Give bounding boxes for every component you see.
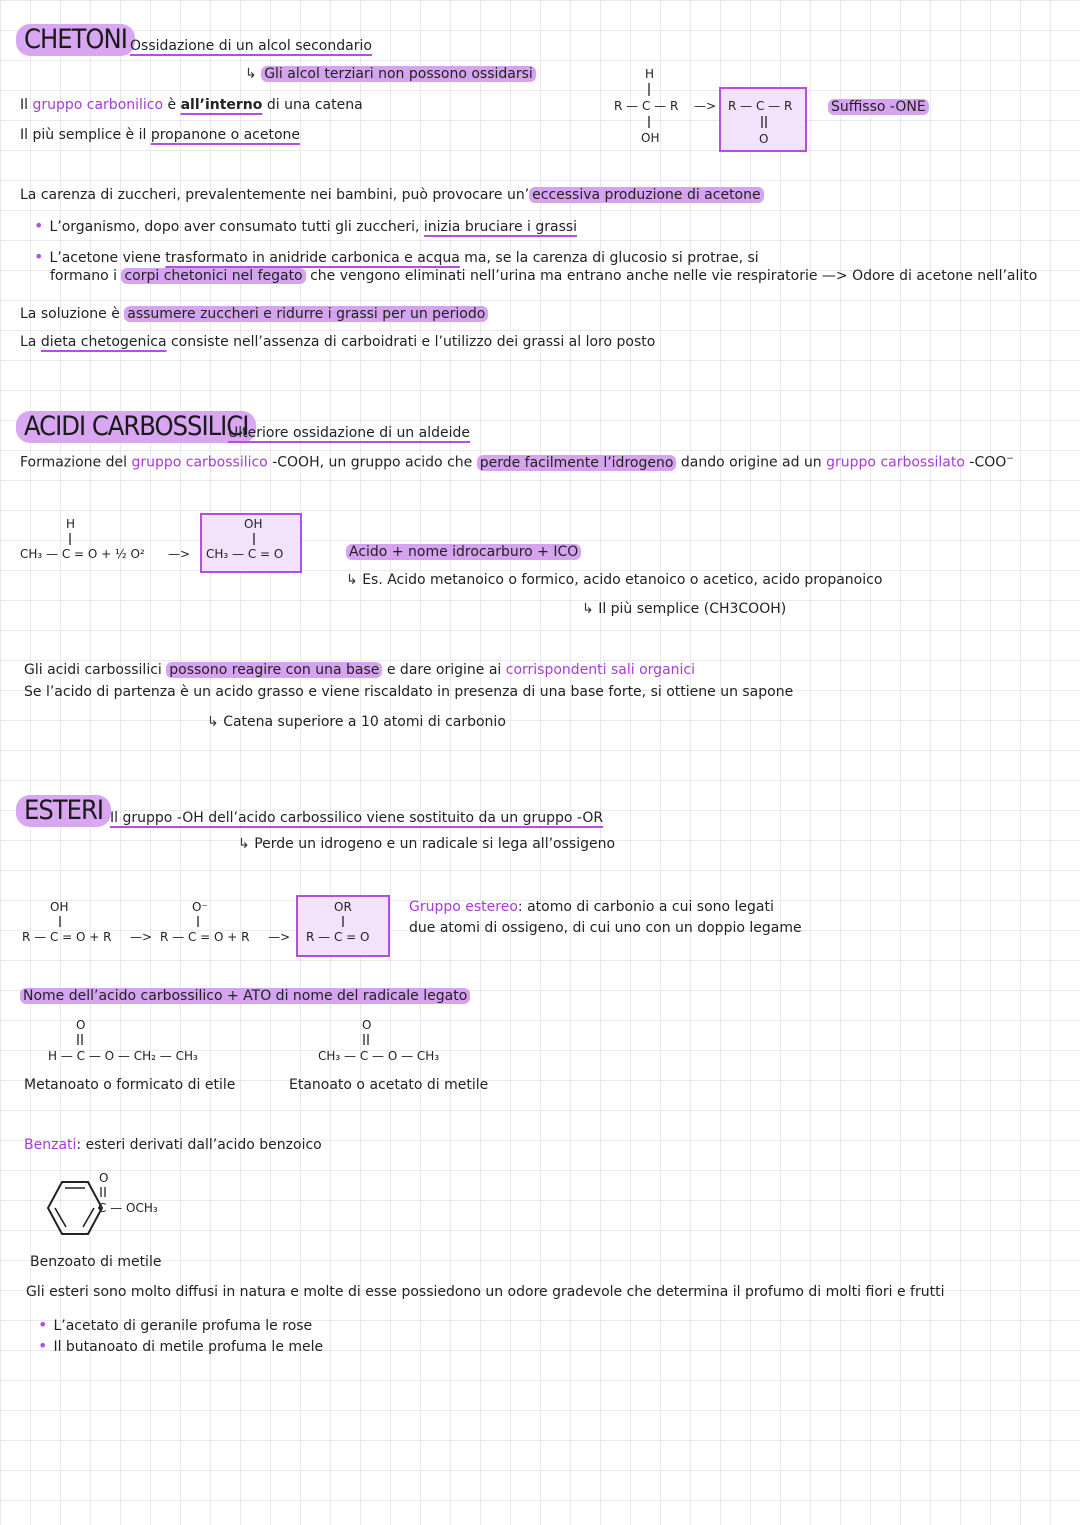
methyl-benzoate-structure [20,1166,200,1246]
esteri-bullet-2: • Il butanoato di metile profuma le mele [38,1336,324,1355]
acid-naming-rule: Acido + nome idrocarburo + ICO [346,544,581,560]
benzati-definition: Benzati: esteri derivati dall’acido benzoico [24,1137,322,1153]
section-title-acidi-carbossilici: ACIDI CARBOSSILICI [16,411,256,443]
esteri-note: ↳ Perde un idrogeno e un radicale si lega all’ossigeno [238,836,616,852]
ester-group-line-1: Gruppo estereo: atomo di carbonio a cui sono legati [409,899,774,915]
svg-text:OH: OH [50,900,69,914]
svg-text:C — OCH₃: C — OCH₃ [98,1201,158,1215]
ketone-suffix: Suffisso -ONE [828,99,929,115]
svg-text:OH: OH [244,517,263,531]
methyl-ethanoate-formula [314,1014,494,1070]
svg-text:—>: —> [268,930,291,944]
curved-arrow-icon: ↳ [346,572,358,588]
svg-text:R — C = O: R — C = O [306,930,370,944]
svg-text:O: O [759,132,769,146]
esteri-subtitle: Il gruppo -OH dell’acido carbossilico viene sostituito da un gruppo -OR [110,810,604,826]
chetoni-paragraph-1: La carenza di zuccheri, prevalentemente nei bambini, può provocare un’ eccessiva produzione di acetone [20,187,764,203]
chetoni-line-2: Il più semplice è il propanone o acetone [20,127,301,143]
svg-text:CH₃ — C = O: CH₃ — C = O [206,547,284,561]
svg-text:O: O [99,1171,109,1185]
curved-arrow-icon: ↳ [238,836,250,852]
svg-text:—>: —> [130,930,153,944]
acidi-reaction-line: Gli acidi carbossilici possono reagire con una base e dare origine ai corrispondenti sali organici [24,662,695,678]
svg-text:R — C — R: R — C — R [614,99,679,113]
svg-text:R — C = O + R: R — C = O + R [160,930,250,944]
acidi-line-1: Formazione del gruppo carbossilico -COOH, un gruppo acido che perde facilmente l’idrogeno dando origine ad un gruppo carbossilato -COO− [20,454,1014,471]
svg-text:H — C — O — CH₂ — CH₃: H — C — O — CH₂ — CH₃ [48,1049,198,1063]
svg-text:OR: OR [334,900,352,914]
chetoni-bullet-1: • L’organismo, dopo aver consumato tutti gli zuccheri, inizia bruciare i grassi [34,216,578,235]
section-title-chetoni: CHETONI [16,24,135,56]
svg-text:O⁻: O⁻ [192,900,208,914]
chetoni-note: ↳ Gli alcol terziari non possono ossidarsi [245,66,536,82]
chetoni-solution: La soluzione è assumere zuccheri e ridurre i grassi per un periodo [20,306,488,322]
svg-text:CH₃ — C — O — CH₃: CH₃ — C — O — CH₃ [318,1049,440,1063]
svg-text:OH: OH [641,131,660,145]
svg-text:O: O [76,1018,86,1032]
acidi-chain-note: ↳ Catena superiore a 10 atomi di carbonio [207,714,506,730]
chetoni-line-1: Il gruppo carbonilico è all’interno di una catena [20,97,363,113]
curved-arrow-icon: ↳ [582,601,594,617]
acidi-subtitle: Ulteriore ossidazione di un aldeide [228,425,470,441]
curved-arrow-icon: ↳ [245,66,257,82]
svg-text:R — C = O + R: R — C = O + R [22,930,112,944]
svg-text:—>: —> [168,547,191,561]
chetoni-subtitle: Ossidazione di un alcol secondario [130,38,372,54]
section-title-esteri: ESTERI [16,795,111,827]
svg-text:R — C — R: R — C — R [728,99,793,113]
svg-text:CH₃ — C = O + ½ O²: CH₃ — C = O + ½ O² [20,547,145,561]
benzoate-name: Benzoato di metile [30,1254,162,1270]
esteri-bullet-1: • L’acetato di geranile profuma le rose [38,1315,313,1334]
svg-text:—>: —> [694,99,717,113]
ester-naming-rule: Nome dell’acido carbossilico + ATO di nome del radicale legato [20,988,470,1004]
ethyl-methanoate-formula [44,1014,224,1070]
esteri-natura-paragraph: Gli esteri sono molto diffusi in natura e molte di esse possiedono un odore gradevole che determina il profumo di molti fiori e frutti [26,1284,945,1300]
chetoni-bullet-2-continued: formano i corpi chetonici nel fegato che vengono eliminati nell’urina ma entrano anche nelle vie respiratorie —> Odore di acetone nell’alito [50,268,1038,284]
ketone-formation-formula [600,62,820,154]
svg-text:O: O [362,1018,372,1032]
chetoni-bullet-2: • L’acetone viene trasformato in anidride carbonica e acqua ma, se la carenza di glucosio si protrae, si [34,247,759,266]
svg-text:H: H [66,517,76,531]
acid-simplest: ↳ Il più semplice (CH3COOH) [582,601,787,617]
svg-text:H: H [645,67,655,81]
ester-example-1: Metanoato o formicato di etile [24,1077,236,1093]
curved-arrow-icon: ↳ [207,714,219,730]
acid-formation-formula [18,510,318,580]
acidi-soap-line: Se l’acido di partenza è un acido grasso e viene riscaldato in presenza di una base forte, si ottiene un sapone [24,684,794,700]
ester-group-line-2: due atomi di ossigeno, di cui uno con un doppio legame [409,920,802,936]
acid-examples: ↳ Es. Acido metanoico o formico, acido etanoico o acetico, acido propanoico [346,572,883,588]
ester-example-2: Etanoato o acetato di metile [289,1077,489,1093]
ester-formation-formula [18,895,398,957]
chetoni-diet: La dieta chetogenica consiste nell’assenza di carboidrati e l’utilizzo dei grassi al loro posto [20,334,656,350]
